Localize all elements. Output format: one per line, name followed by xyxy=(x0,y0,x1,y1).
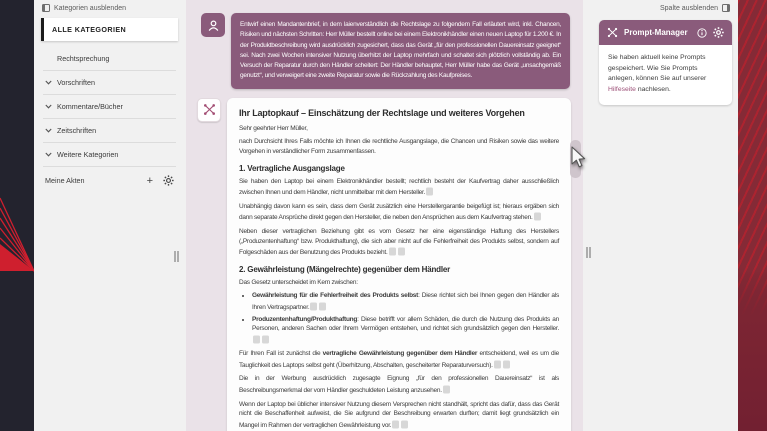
sidebar-item-label: Rechtsprechung xyxy=(57,54,110,63)
response-paragraph: nach Durchsicht Ihres Falls möchte ich Ihnen die rechtliche Ausgangslage, die Chancen und Risiken sowie das weitere Vorgehen in verständlicher Form zusammenfassen. xyxy=(239,138,559,155)
hide-column-button[interactable] xyxy=(599,4,730,12)
sidebar-item-kommentare-buecher[interactable] xyxy=(43,94,176,118)
citation-chip[interactable] xyxy=(503,360,510,368)
citation-chip[interactable] xyxy=(426,188,433,196)
user-avatar xyxy=(201,13,225,37)
citation-chip[interactable] xyxy=(398,248,405,256)
right-column xyxy=(583,0,738,431)
response-paragraph: Unabhängig davon kann es sein, dass dem Gerät zusätzlich eine Herstellergarantie beigefügt ist; hieraus ergäben sich dann separate Ansprüche direkt gegen den Hersteller, die neben den Ansprüchen aus dem Kaufvertrag stehen. xyxy=(239,202,559,222)
response-paragraph: Neben dieser vertraglichen Beziehung gibt es vom Gesetz her eine eigenständige Haftung des Herstellers („Produzentenhaftung“ bzw. Produkthaftung), die sich aber nicht auf die Fehlerfreiheit des Produkts selbst, sondern auf Folgeschäden aus der Benutzung des Produkts bezieht. xyxy=(239,227,559,257)
sidebar-item-label: Zeitschriften xyxy=(57,126,97,135)
chevron-spacer xyxy=(45,56,52,61)
chevron-down-icon xyxy=(45,152,52,157)
prompt-manager-panel xyxy=(599,20,732,105)
prompt-manager-text: Sie haben aktuell keine Prompts gespeichert. Wie Sie Prompts anlegen, können Sie auf unserer xyxy=(608,54,707,83)
citation-chip[interactable] xyxy=(401,420,408,428)
response-list-item: • Produzentenhaftung/Produkthaftung: Diese betrifft vor allem Schäden, die durch die Nutzung des Produkts an Personen, anderen Sachen oder Ihrem Vermögen entstehen, und richtet sich grundsätzlich gegen den Hersteller. xyxy=(252,315,559,346)
help-page-link[interactable]: Hilfeseite xyxy=(608,85,636,93)
response-title: Ihr Laptopkauf – Einschätzung der Rechtslage und weiteres Vorgehen xyxy=(239,107,525,118)
citation-chip[interactable] xyxy=(262,335,269,343)
sidebar-item-rechtsprechung[interactable] xyxy=(43,47,176,70)
prompt-manager-body xyxy=(599,45,732,105)
assistant-response-row xyxy=(197,98,571,431)
citation-chip[interactable] xyxy=(389,248,396,256)
prompt-network-icon xyxy=(607,27,618,38)
citation-chip[interactable] xyxy=(319,302,326,310)
citation-chip[interactable] xyxy=(310,302,317,310)
sidebar-item-weitere-kategorien[interactable] xyxy=(43,142,176,166)
background-right-red xyxy=(738,0,767,431)
chat-panel xyxy=(186,0,583,431)
hide-column-label: Spalte ausblenden xyxy=(660,4,718,12)
prompt-manager-text-after: nachlesen. xyxy=(635,85,671,93)
hide-panel-right-icon xyxy=(722,4,730,12)
sidebar-resize-handle[interactable] xyxy=(174,251,180,262)
response-paragraph: Für Ihren Fall ist zunächst die vertragliche Gewährleistung gegenüber dem Händler entscheidend, weil es um die Tauglichkeit des Laptops selbst geht (Überhitzung, Abschalten, gescheiterter Reparaturversuch). xyxy=(239,350,559,369)
hide-categories-label: Kategorien ausblenden xyxy=(54,4,127,12)
response-paragraph: Die in der Werbung ausdrücklich zugesagte Eignung „für den professionellen Dauereinsatz“ ist als Beschreibungsmerkmal der vom Händler geschuldeten Leistung anzusehen. xyxy=(239,375,559,395)
mouse-cursor xyxy=(570,146,587,169)
background-left-dark xyxy=(0,0,34,431)
response-paragraph: Sie haben den Laptop bei einem Elektronikhändler bestellt; rechtlich besteht der Kaufvertrag daher ausschließlich zwischen Ihnen und dem Händler, nicht unmittelbar mit dem Hersteller. xyxy=(239,177,559,197)
my-files-row xyxy=(43,166,176,194)
citation-chip[interactable] xyxy=(494,360,501,368)
user-icon xyxy=(207,19,220,32)
categories-sidebar xyxy=(34,0,186,431)
assistant-avatar xyxy=(197,98,221,122)
user-message-bubble[interactable]: Entwirf einen Mandantenbrief, in dem laienverständlich die Rechtslage zu folgendem Fall erläutert wird, inkl. Chancen, Risiken und nächsten Schritten: Herr Müller bestellt online bei einem Elektronikhändler einen neuen Laptop für 1.200 €. In der Produktbeschreibung wird ausdrücklich zugesichert, dass das Gerät „für den professionellen Dauereinsatz geeignet“ sei. Nach zwei Wochen intensiver Nutzung überhitzt der Laptop mehrfach und schaltet sich plötzlich vollständig ab. Ein Versuch der Reparatur durch den Händler scheitert: Der Händler behauptet, Herr Müller habe das Gerät „unsachgemäß genutzt“, und verweigert eine zweite Reparatur sowie die Rückzahlung des Kaufpreises. xyxy=(231,13,570,89)
add-file-button[interactable]: + xyxy=(146,174,153,187)
column-resize-handle[interactable] xyxy=(586,247,592,258)
response-list xyxy=(239,291,559,345)
citation-chip[interactable] xyxy=(534,213,541,221)
section-heading: 1. Vertragliche Ausgangslage xyxy=(239,163,345,173)
citation-chip[interactable] xyxy=(392,420,399,428)
assistant-response-card xyxy=(227,98,571,431)
response-paragraph: Sehr geehrter Herr Müller, xyxy=(239,124,308,132)
prompt-network-icon xyxy=(203,103,216,116)
chevron-down-icon xyxy=(45,104,52,109)
sidebar-item-label: Kommentare/Bücher xyxy=(57,102,123,111)
my-files-label[interactable]: Meine Akten xyxy=(45,176,85,185)
category-all-selected[interactable]: ALLE KATEGORIEN xyxy=(41,18,178,41)
section-heading: 2. Gewährleistung (Mängelrechte) gegenüber dem Händler xyxy=(239,264,451,274)
hide-panel-icon xyxy=(42,4,50,12)
response-paragraph: Das Gesetz unterscheidet im Kern zwischen: xyxy=(239,278,358,286)
info-icon[interactable] xyxy=(697,28,707,38)
sidebar-item-zeitschriften[interactable] xyxy=(43,118,176,142)
settings-gear-icon[interactable] xyxy=(713,27,724,38)
citation-chip[interactable] xyxy=(253,335,260,343)
category-list xyxy=(41,47,178,166)
response-paragraph: Wenn der Laptop bei üblicher intensiver Nutzung diesem Versprechen nicht standhält, spricht das dafür, dass das Gerät nicht die Beschaffenheit aufweist, die Sie aufgrund der Beschreibung erwarten durften; damit liegt grundsätzlich ein Mangel im Rahmen der vertraglichen Gewährleistung vor. xyxy=(239,400,559,429)
hide-categories-button[interactable] xyxy=(42,4,178,12)
citation-chip[interactable] xyxy=(443,386,450,394)
prompt-manager-header xyxy=(599,20,732,45)
sidebar-item-label: Weitere Kategorien xyxy=(57,150,119,159)
sidebar-item-label: Vorschriften xyxy=(57,78,95,87)
sidebar-item-vorschriften[interactable] xyxy=(43,70,176,94)
chevron-down-icon xyxy=(45,128,52,133)
files-settings-icon[interactable] xyxy=(163,175,174,186)
response-list-item: • Gewährleistung für die Fehlerfreiheit des Produkts selbst: Diese richtet sich bei Ihnen gegen den Händler als Ihren Vertragspartner. xyxy=(252,291,559,312)
prompt-manager-title: Prompt-Manager xyxy=(624,28,688,37)
chevron-down-icon xyxy=(45,80,52,85)
user-message-row xyxy=(201,13,570,89)
